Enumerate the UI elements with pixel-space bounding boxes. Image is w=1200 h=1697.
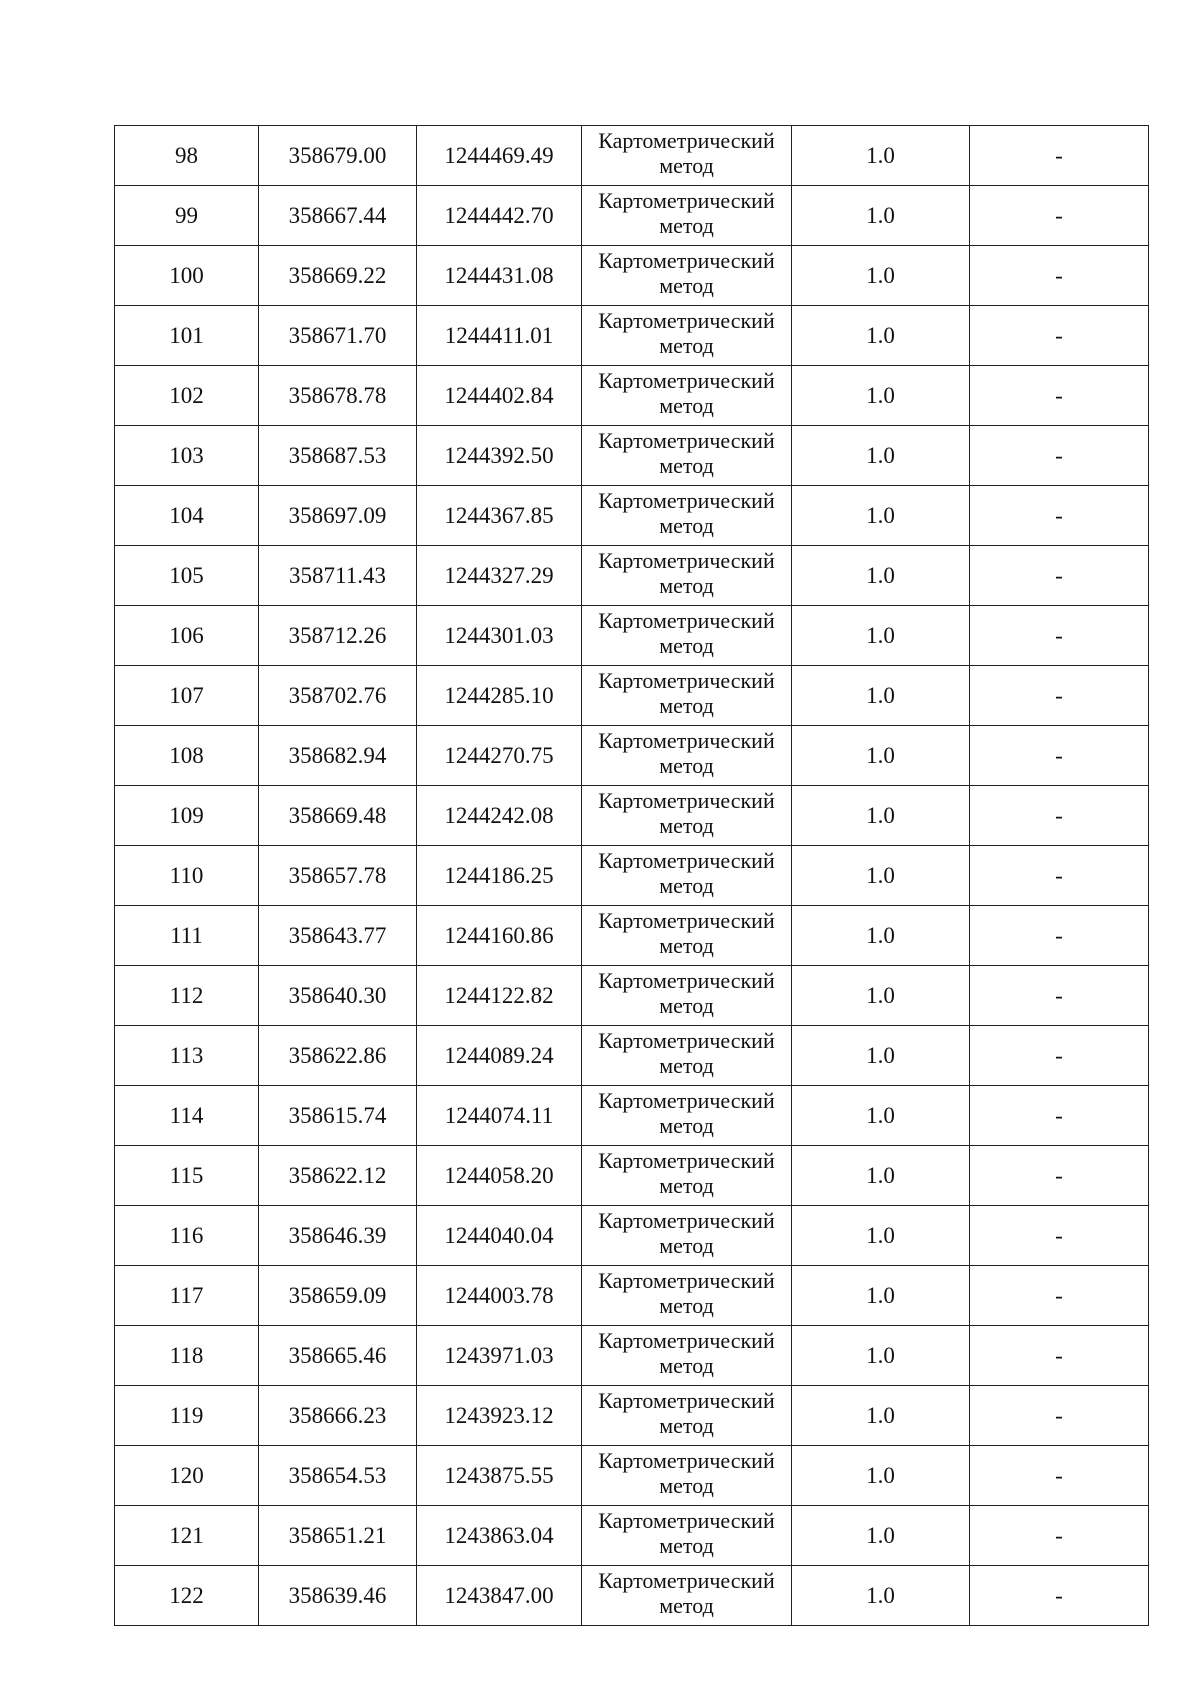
method-cell — [582, 546, 792, 606]
note-cell: - — [970, 666, 1149, 726]
x-coordinate-cell: 358712.26 — [259, 606, 417, 666]
method-cell — [582, 1446, 792, 1506]
method-text-line2: метод — [659, 1533, 714, 1558]
method-text-line1: Картометрический — [598, 968, 775, 993]
method-text-line1: Картометрический — [598, 248, 775, 273]
method-text-line2: метод — [659, 1233, 714, 1258]
method-cell — [582, 126, 792, 186]
method-text-line1: Картометрический — [598, 548, 775, 573]
point-number-cell: 117 — [115, 1266, 259, 1326]
y-coordinate-cell: 1244431.08 — [417, 246, 582, 306]
x-coordinate-cell: 358711.43 — [259, 546, 417, 606]
table-row — [115, 306, 1149, 366]
point-number-cell: 118 — [115, 1326, 259, 1386]
x-coordinate-cell: 358657.78 — [259, 846, 417, 906]
x-coordinate-cell: 358665.46 — [259, 1326, 417, 1386]
table-row — [115, 606, 1149, 666]
method-cell — [582, 486, 792, 546]
method-cell — [582, 1026, 792, 1086]
y-coordinate-cell: 1243923.12 — [417, 1386, 582, 1446]
y-coordinate-cell: 1244270.75 — [417, 726, 582, 786]
y-coordinate-cell: 1244469.49 — [417, 126, 582, 186]
method-text-line2: метод — [659, 933, 714, 958]
method-text-line2: метод — [659, 333, 714, 358]
accuracy-cell: 1.0 — [792, 1146, 970, 1206]
accuracy-cell: 1.0 — [792, 906, 970, 966]
note-cell: - — [970, 426, 1149, 486]
y-coordinate-cell: 1244040.04 — [417, 1206, 582, 1266]
y-coordinate-cell: 1244242.08 — [417, 786, 582, 846]
accuracy-cell: 1.0 — [792, 426, 970, 486]
accuracy-cell: 1.0 — [792, 846, 970, 906]
y-coordinate-cell: 1244089.24 — [417, 1026, 582, 1086]
note-cell: - — [970, 486, 1149, 546]
point-number-cell: 104 — [115, 486, 259, 546]
accuracy-cell: 1.0 — [792, 186, 970, 246]
method-cell — [582, 846, 792, 906]
note-cell: - — [970, 606, 1149, 666]
note-cell: - — [970, 1266, 1149, 1326]
method-cell — [582, 1266, 792, 1326]
note-cell: - — [970, 1506, 1149, 1566]
method-text-line1: Картометрический — [598, 428, 775, 453]
accuracy-cell: 1.0 — [792, 1446, 970, 1506]
method-cell — [582, 306, 792, 366]
method-text-line2: метод — [659, 1173, 714, 1198]
method-cell — [582, 246, 792, 306]
method-text-line1: Картометрический — [598, 1568, 775, 1593]
point-number-cell: 111 — [115, 906, 259, 966]
method-text-line2: метод — [659, 1113, 714, 1138]
method-text-line2: метод — [659, 693, 714, 718]
point-number-cell: 114 — [115, 1086, 259, 1146]
table-row — [115, 1026, 1149, 1086]
y-coordinate-cell: 1244122.82 — [417, 966, 582, 1026]
method-text-line1: Картометрический — [598, 128, 775, 153]
method-text-line1: Картометрический — [598, 188, 775, 213]
x-coordinate-cell: 358671.70 — [259, 306, 417, 366]
x-coordinate-cell: 358643.77 — [259, 906, 417, 966]
method-cell — [582, 1086, 792, 1146]
method-text-line2: метод — [659, 813, 714, 838]
method-cell — [582, 1566, 792, 1626]
accuracy-cell: 1.0 — [792, 1026, 970, 1086]
method-text-line2: метод — [659, 1053, 714, 1078]
method-cell — [582, 1326, 792, 1386]
table-row — [115, 486, 1149, 546]
table-row — [115, 1446, 1149, 1506]
x-coordinate-cell: 358654.53 — [259, 1446, 417, 1506]
y-coordinate-cell: 1244301.03 — [417, 606, 582, 666]
point-number-cell: 103 — [115, 426, 259, 486]
method-cell — [582, 366, 792, 426]
table-row — [115, 1386, 1149, 1446]
accuracy-cell: 1.0 — [792, 306, 970, 366]
x-coordinate-cell: 358622.86 — [259, 1026, 417, 1086]
y-coordinate-cell: 1244074.11 — [417, 1086, 582, 1146]
note-cell: - — [970, 126, 1149, 186]
method-cell — [582, 1386, 792, 1446]
point-number-cell: 100 — [115, 246, 259, 306]
method-text-line1: Картометрический — [598, 1448, 775, 1473]
method-text-line2: метод — [659, 1473, 714, 1498]
method-text-line1: Картометрический — [598, 1028, 775, 1053]
table-row — [115, 1086, 1149, 1146]
accuracy-cell: 1.0 — [792, 666, 970, 726]
table-row — [115, 426, 1149, 486]
method-text-line2: метод — [659, 753, 714, 778]
method-text-line1: Картометрический — [598, 1268, 775, 1293]
note-cell: - — [970, 1206, 1149, 1266]
method-cell — [582, 1146, 792, 1206]
method-cell — [582, 1206, 792, 1266]
note-cell: - — [970, 1386, 1149, 1446]
note-cell: - — [970, 1086, 1149, 1146]
y-coordinate-cell: 1244367.85 — [417, 486, 582, 546]
table-row — [115, 1206, 1149, 1266]
x-coordinate-cell: 358646.39 — [259, 1206, 417, 1266]
note-cell: - — [970, 906, 1149, 966]
y-coordinate-cell: 1244186.25 — [417, 846, 582, 906]
method-cell — [582, 906, 792, 966]
accuracy-cell: 1.0 — [792, 726, 970, 786]
point-number-cell: 107 — [115, 666, 259, 726]
point-number-cell: 120 — [115, 1446, 259, 1506]
x-coordinate-cell: 358669.48 — [259, 786, 417, 846]
accuracy-cell: 1.0 — [792, 1326, 970, 1386]
point-number-cell: 110 — [115, 846, 259, 906]
x-coordinate-cell: 358682.94 — [259, 726, 417, 786]
x-coordinate-cell: 358678.78 — [259, 366, 417, 426]
point-number-cell: 113 — [115, 1026, 259, 1086]
point-number-cell: 112 — [115, 966, 259, 1026]
table-row — [115, 366, 1149, 426]
note-cell: - — [970, 1146, 1149, 1206]
method-text-line2: метод — [659, 1293, 714, 1318]
method-text-line2: метод — [659, 513, 714, 538]
x-coordinate-cell: 358702.76 — [259, 666, 417, 726]
x-coordinate-cell: 358679.00 — [259, 126, 417, 186]
accuracy-cell: 1.0 — [792, 1506, 970, 1566]
note-cell: - — [970, 366, 1149, 426]
note-cell: - — [970, 546, 1149, 606]
coordinates-table — [114, 125, 1149, 1626]
accuracy-cell: 1.0 — [792, 486, 970, 546]
note-cell: - — [970, 786, 1149, 846]
x-coordinate-cell: 358659.09 — [259, 1266, 417, 1326]
accuracy-cell: 1.0 — [792, 126, 970, 186]
note-cell: - — [970, 1026, 1149, 1086]
method-text-line2: метод — [659, 213, 714, 238]
point-number-cell: 102 — [115, 366, 259, 426]
point-number-cell: 115 — [115, 1146, 259, 1206]
y-coordinate-cell: 1244160.86 — [417, 906, 582, 966]
y-coordinate-cell: 1243847.00 — [417, 1566, 582, 1626]
x-coordinate-cell: 358622.12 — [259, 1146, 417, 1206]
x-coordinate-cell: 358639.46 — [259, 1566, 417, 1626]
method-text-line1: Картометрический — [598, 308, 775, 333]
method-text-line1: Картометрический — [598, 608, 775, 633]
point-number-cell: 98 — [115, 126, 259, 186]
method-text-line1: Картометрический — [598, 848, 775, 873]
x-coordinate-cell: 358697.09 — [259, 486, 417, 546]
y-coordinate-cell: 1244402.84 — [417, 366, 582, 426]
table-row — [115, 126, 1149, 186]
note-cell: - — [970, 306, 1149, 366]
method-cell — [582, 966, 792, 1026]
method-text-line2: метод — [659, 1593, 714, 1618]
note-cell: - — [970, 1566, 1149, 1626]
point-number-cell: 105 — [115, 546, 259, 606]
table-row — [115, 786, 1149, 846]
x-coordinate-cell: 358667.44 — [259, 186, 417, 246]
table-row — [115, 1566, 1149, 1626]
method-text-line2: метод — [659, 993, 714, 1018]
table-row — [115, 726, 1149, 786]
accuracy-cell: 1.0 — [792, 1206, 970, 1266]
y-coordinate-cell: 1244442.70 — [417, 186, 582, 246]
method-text-line1: Картометрический — [598, 1508, 775, 1533]
method-text-line1: Картометрический — [598, 1148, 775, 1173]
y-coordinate-cell: 1244411.01 — [417, 306, 582, 366]
table-row — [115, 1326, 1149, 1386]
table-row — [115, 906, 1149, 966]
table-row — [115, 1146, 1149, 1206]
x-coordinate-cell: 358640.30 — [259, 966, 417, 1026]
method-text-line1: Картометрический — [598, 668, 775, 693]
accuracy-cell: 1.0 — [792, 1566, 970, 1626]
table-row — [115, 1266, 1149, 1326]
y-coordinate-cell: 1244003.78 — [417, 1266, 582, 1326]
table-row — [115, 1506, 1149, 1566]
method-cell — [582, 1506, 792, 1566]
method-text-line1: Картометрический — [598, 1388, 775, 1413]
table-row — [115, 186, 1149, 246]
y-coordinate-cell: 1243875.55 — [417, 1446, 582, 1506]
point-number-cell: 119 — [115, 1386, 259, 1446]
method-cell — [582, 606, 792, 666]
method-text-line1: Картометрический — [598, 368, 775, 393]
method-text-line1: Картометрический — [598, 908, 775, 933]
accuracy-cell: 1.0 — [792, 546, 970, 606]
method-cell — [582, 426, 792, 486]
table-row — [115, 966, 1149, 1026]
method-text-line1: Картометрический — [598, 788, 775, 813]
point-number-cell: 99 — [115, 186, 259, 246]
method-cell — [582, 786, 792, 846]
y-coordinate-cell: 1244392.50 — [417, 426, 582, 486]
accuracy-cell: 1.0 — [792, 246, 970, 306]
note-cell: - — [970, 1326, 1149, 1386]
point-number-cell: 122 — [115, 1566, 259, 1626]
method-text-line2: метод — [659, 393, 714, 418]
point-number-cell: 108 — [115, 726, 259, 786]
point-number-cell: 121 — [115, 1506, 259, 1566]
method-text-line1: Картометрический — [598, 1328, 775, 1353]
method-text-line1: Картометрический — [598, 488, 775, 513]
table-row — [115, 846, 1149, 906]
x-coordinate-cell: 358615.74 — [259, 1086, 417, 1146]
accuracy-cell: 1.0 — [792, 1266, 970, 1326]
method-text-line1: Картометрический — [598, 1088, 775, 1113]
method-cell — [582, 726, 792, 786]
note-cell: - — [970, 1446, 1149, 1506]
method-text-line2: метод — [659, 273, 714, 298]
method-text-line2: метод — [659, 453, 714, 478]
accuracy-cell: 1.0 — [792, 966, 970, 1026]
x-coordinate-cell: 358666.23 — [259, 1386, 417, 1446]
note-cell: - — [970, 246, 1149, 306]
method-cell — [582, 186, 792, 246]
table-row — [115, 546, 1149, 606]
method-text-line1: Картометрический — [598, 728, 775, 753]
point-number-cell: 101 — [115, 306, 259, 366]
note-cell: - — [970, 186, 1149, 246]
coordinates-table-body — [115, 126, 1149, 1626]
method-cell — [582, 666, 792, 726]
table-row — [115, 246, 1149, 306]
accuracy-cell: 1.0 — [792, 606, 970, 666]
method-text-line2: метод — [659, 573, 714, 598]
method-text-line2: метод — [659, 1353, 714, 1378]
point-number-cell: 109 — [115, 786, 259, 846]
method-text-line1: Картометрический — [598, 1208, 775, 1233]
method-text-line2: метод — [659, 873, 714, 898]
note-cell: - — [970, 846, 1149, 906]
accuracy-cell: 1.0 — [792, 366, 970, 426]
x-coordinate-cell: 358669.22 — [259, 246, 417, 306]
note-cell: - — [970, 966, 1149, 1026]
y-coordinate-cell: 1243863.04 — [417, 1506, 582, 1566]
note-cell: - — [970, 726, 1149, 786]
accuracy-cell: 1.0 — [792, 1386, 970, 1446]
x-coordinate-cell: 358687.53 — [259, 426, 417, 486]
method-text-line2: метод — [659, 633, 714, 658]
accuracy-cell: 1.0 — [792, 786, 970, 846]
y-coordinate-cell: 1243971.03 — [417, 1326, 582, 1386]
point-number-cell: 106 — [115, 606, 259, 666]
y-coordinate-cell: 1244327.29 — [417, 546, 582, 606]
x-coordinate-cell: 358651.21 — [259, 1506, 417, 1566]
method-text-line2: метод — [659, 153, 714, 178]
accuracy-cell: 1.0 — [792, 1086, 970, 1146]
point-number-cell: 116 — [115, 1206, 259, 1266]
y-coordinate-cell: 1244285.10 — [417, 666, 582, 726]
table-row — [115, 666, 1149, 726]
method-text-line2: метод — [659, 1413, 714, 1438]
y-coordinate-cell: 1244058.20 — [417, 1146, 582, 1206]
